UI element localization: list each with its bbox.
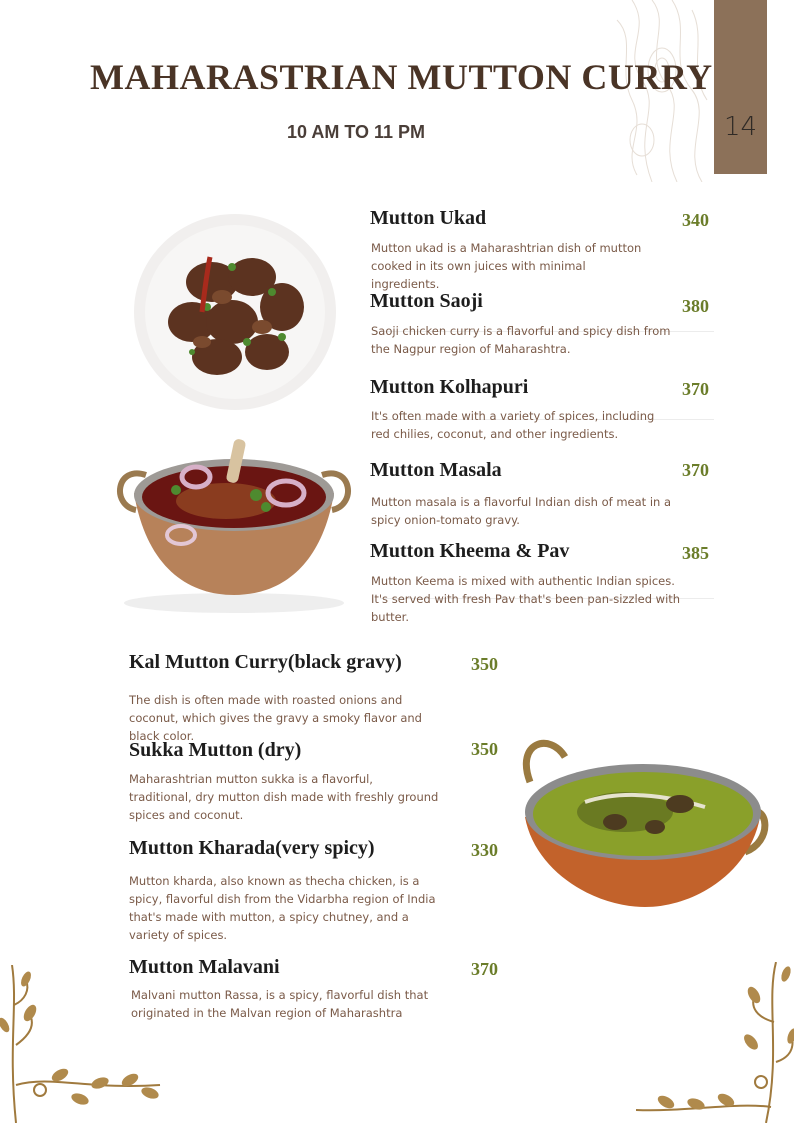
menu-item-name: Mutton Kheema & Pav	[370, 540, 570, 562]
menu-item-price: 385	[682, 543, 709, 563]
menu-item-name: Sukka Mutton (dry)	[129, 739, 302, 761]
menu-item-description: Mutton Keema is mixed with authentic Indian spices. It's served with fresh Pav that's been pan-sizzled with butter.	[371, 574, 681, 624]
dish-photo-mutton-curry	[106, 435, 362, 615]
dish-photo-green-mutton-curry	[505, 722, 775, 917]
dish-photo-dry-mutton	[132, 212, 338, 412]
menu-item-price: 350	[471, 654, 498, 674]
menu-item-name: Mutton Kolhapuri	[370, 376, 529, 398]
menu-item-name: Mutton Masala	[370, 459, 502, 481]
menu-item-description: Malvani mutton Rassa, is a spicy, flavorful dish that originated in the Malvan region of Maharashtra	[131, 988, 429, 1020]
menu-item-price: 370	[682, 379, 709, 399]
menu-item-price: 380	[682, 296, 709, 316]
page-title: MAHARASTRIAN MUTTON CURRY	[90, 57, 713, 97]
opening-hours: 10 AM TO 11 PM	[287, 122, 426, 142]
menu-item-description: It's often made with a variety of spices, including red chilies, coconut, and other ingredients.	[371, 409, 655, 441]
floral-vine-decoration-left	[0, 965, 165, 1123]
page-number: 14	[723, 112, 758, 142]
menu-item-name: Mutton Ukad	[370, 207, 487, 229]
floral-vine-decoration-right	[636, 962, 794, 1123]
menu-item-name: Mutton Kharada(very spicy)	[129, 837, 375, 859]
menu-item-description: Mutton masala is a flavorful Indian dish of meat in a spicy onion-tomato gravy.	[371, 495, 671, 527]
menu-item-description: Mutton ukad is a Maharashtrian dish of mutton cooked in its own juices with minimal ingredients.	[371, 241, 642, 291]
menu-item-name: Mutton Malavani	[129, 956, 280, 978]
menu-item-description: Mutton kharda, also known as thecha chicken, is a spicy, flavorful dish from the Vidarbha region of India that's made with mutton, a spicy chutney, and a variety of spices.	[129, 874, 436, 942]
menu-item-price: 370	[682, 460, 709, 480]
menu-item-price: 370	[471, 959, 498, 979]
menu-item-price: 330	[471, 840, 498, 860]
menu-item-description: The dish is often made with roasted onions and coconut, which gives the gravy a smoky flavor and black color.	[129, 693, 422, 743]
menu-item-description: Maharashtrian mutton sukka is a flavorful, traditional, dry mutton dish made with freshly ground spices and coconut.	[129, 772, 439, 822]
menu-item-price: 350	[471, 739, 498, 759]
menu-item-description: Saoji chicken curry is a flavorful and spicy dish from the Nagpur region of Maharashtra.	[371, 324, 671, 356]
menu-item-price: 340	[682, 210, 709, 230]
menu-item-name: Kal Mutton Curry(black gravy)	[129, 651, 402, 673]
page-tab	[714, 0, 767, 174]
menu-item-name: Mutton Saoji	[370, 290, 483, 312]
